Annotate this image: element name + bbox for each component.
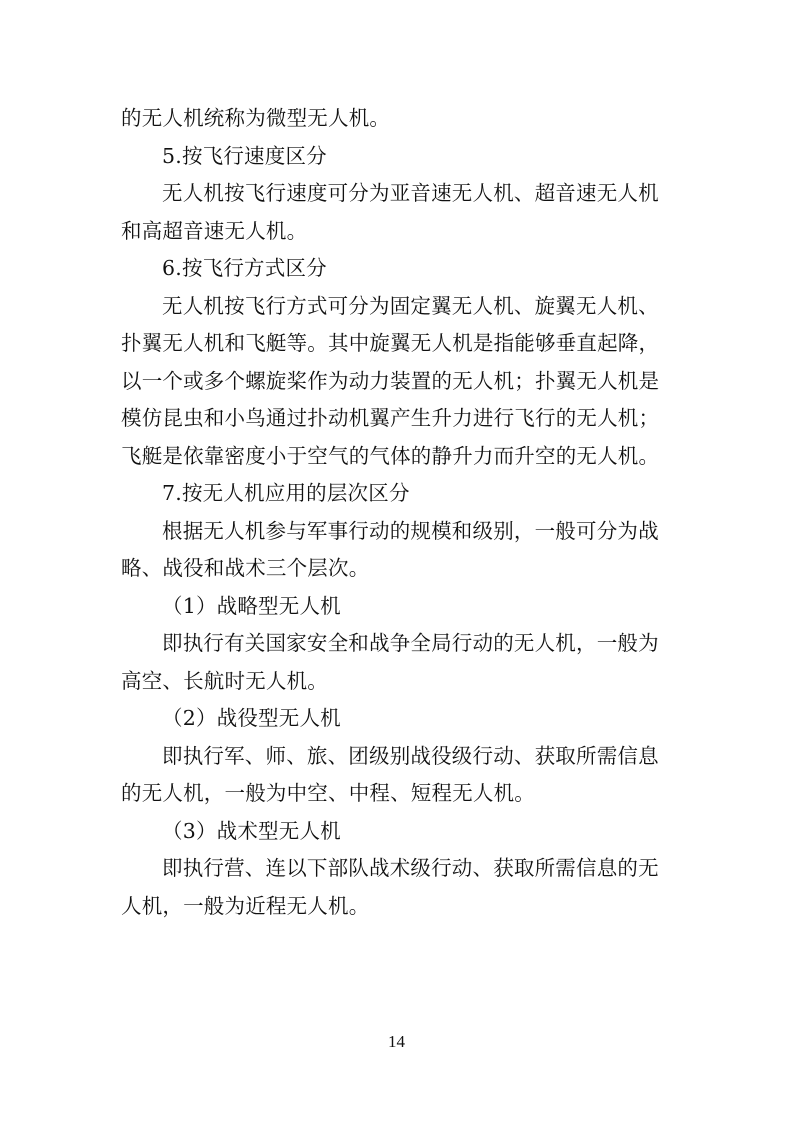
subsection-heading: （3）战术型无人机 [162,818,341,843]
text-line: 无人机按飞行速度可分为亚音速无人机、超音速无人机 [162,181,659,205]
text-line: 和高超音速无人机。 [121,218,308,243]
text-line: 的无人机统称为微型无人机。 [121,106,391,130]
subsection-heading: （2）战役型无人机 [162,706,341,730]
text-line: 以一个或多个螺旋桨作为动力装置的无人机；扑翼无人机是 [121,368,660,393]
text-line: 的无人机，一般为中空、中程、短程无人机。 [121,781,535,805]
section-heading: 6.按飞行方式区分 [162,256,327,280]
section-heading: 5.按飞行速度区分 [162,143,327,168]
text-line: 飞艇是依靠密度小于空气的气体的静升力而升空的无人机。 [121,443,660,468]
page-number: 14 [388,1032,405,1051]
subsection-heading: （1）战略型无人机 [162,593,341,618]
body-text [121,100,681,925]
text-line: 略、战役和战术三个层次。 [121,556,370,580]
text-line: 扑翼无人机和飞艇等。其中旋翼无人机是指能够垂直起降， [121,331,660,355]
text-line: 高空、长航时无人机。 [121,668,328,693]
section-heading: 7.按无人机应用的层次区分 [162,481,410,505]
text-line: 模仿昆虫和小鸟通过扑动机翼产生升力进行飞行的无人机； [121,406,660,430]
text-line: 根据无人机参与军事行动的规模和级别，一般可分为战 [162,518,659,543]
text-line: 即执行军、师、旅、团级别战役级行动、获取所需信息 [162,743,659,768]
text-line: 人机，一般为近程无人机。 [121,893,370,918]
text-line: 即执行有关国家安全和战争全局行动的无人机，一般为 [162,631,659,655]
text-line: 无人机按飞行方式可分为固定翼无人机、旋翼无人机、 [162,293,659,318]
text-line: 即执行营、连以下部队战术级行动、获取所需信息的无 [162,856,659,880]
